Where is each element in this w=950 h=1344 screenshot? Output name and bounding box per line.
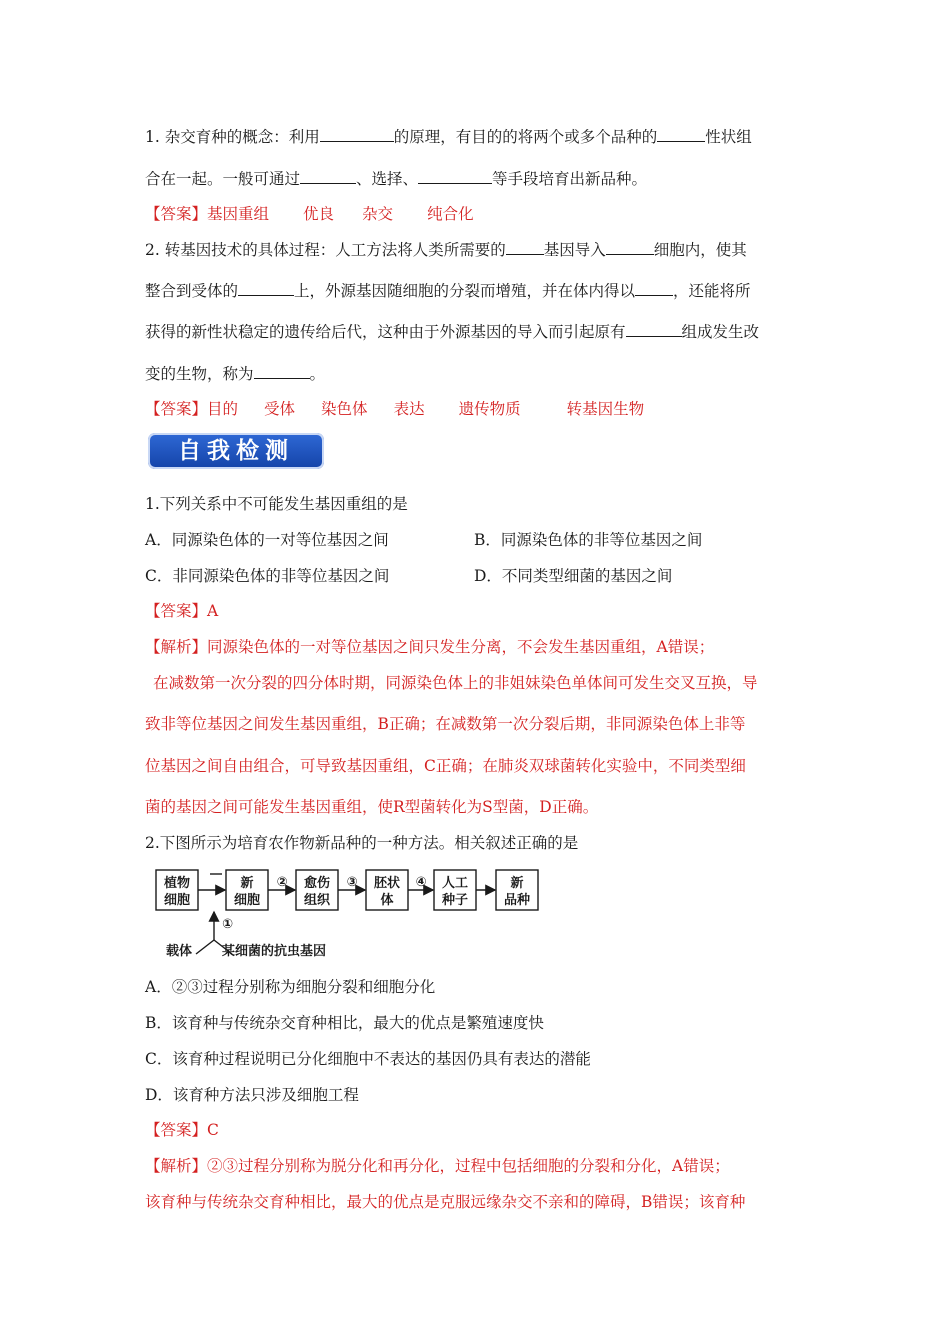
q1-line-2: [145, 169, 647, 189]
box-label: 人工: [441, 876, 469, 891]
fill-blank[interactable]: [300, 169, 356, 184]
vector-branch: [196, 940, 214, 954]
t1-analysis-line: 致非等位基因之间发生基因重组，B正确；在减数第一次分裂后期，非同源染色体上非等: [145, 715, 746, 733]
breeding-flow-diagram: [150, 864, 550, 960]
analysis-tag: 【解析】: [145, 638, 208, 656]
analysis-text: ②③过程分别称为脱分化和再分化，过程中包括细胞的分裂和分化，A错误；: [207, 1157, 730, 1175]
q2-text: 变的生物，称为: [145, 365, 254, 383]
t1-option-b: B．同源染色体的非等位基因之间: [474, 531, 703, 549]
box-label: 新: [510, 876, 524, 891]
step-label: ②: [276, 875, 288, 890]
box-label: 愈伤: [303, 876, 331, 891]
fill-blank[interactable]: [635, 281, 673, 296]
step-label: ④: [415, 875, 427, 890]
q2-text: 组成发生改: [681, 323, 760, 341]
t1-answer: [145, 601, 218, 621]
q2-text: 整合到受体的: [145, 282, 239, 300]
answer-item: 遗传物质: [458, 400, 521, 418]
t1-option-c: C．非同源染色体的非等位基因之间: [145, 567, 390, 585]
q1-text: 等手段培育出新品种。: [492, 170, 648, 188]
t2-question: 2.下图所示为培育农作物新品种的一种方法。相关叙述正确的是: [145, 834, 579, 852]
t1-option-a: A．同源染色体的一对等位基因之间: [145, 531, 389, 549]
q2-line-1: [145, 240, 747, 260]
q2-line-4: [145, 364, 325, 384]
fill-blank[interactable]: [418, 169, 492, 184]
answer-item: 优良: [303, 205, 335, 223]
t2-option-c: C．该育种过程说明已分化细胞中不表达的基因仍具有表达的潜能: [145, 1050, 591, 1068]
box-label: 体: [380, 893, 394, 908]
t2-option-d: D．该育种方法只涉及细胞工程: [145, 1086, 359, 1104]
q2-text: 。: [309, 365, 326, 383]
vector-label: 载体: [166, 944, 193, 959]
answer-item: 染色体: [321, 400, 368, 418]
q2-text: 获得的新性状稳定的遗传给后代，这种由于外源基因的导入而引起原有: [145, 323, 626, 341]
t2-analysis-line: [145, 1156, 730, 1176]
answer-item: 表达: [393, 400, 425, 418]
q2-line-2: [145, 281, 751, 301]
box-label: 种子: [441, 893, 469, 908]
q1-text: 1. 杂交育种的概念：利用: [145, 128, 320, 146]
t2-option-a: A．②③过程分别称为细胞分裂和细胞分化: [145, 978, 436, 996]
self-check-banner: 自我检测: [148, 433, 324, 469]
q2-text: ，还能将所: [673, 282, 751, 300]
answer-item: 纯合化: [427, 205, 474, 223]
box-label: 品种: [503, 893, 531, 908]
t1-analysis-line: 位基因之间自由组合，可导致基因重组，C正确；在肺炎双球菌转化实验中，不同类型细: [145, 757, 746, 775]
answer-item: 基因重组: [207, 205, 270, 223]
step-label: ①: [222, 917, 234, 932]
analysis-tag: 【解析】: [145, 1157, 208, 1175]
t2-analysis-line: 该育种与传统杂交育种相比，最大的优点是克服远缘杂交不亲和的障碍，B错误；该育种: [145, 1193, 746, 1211]
box-label: 胚状: [373, 876, 401, 891]
q1-text: 、选择、: [356, 170, 419, 188]
box-label: 细胞: [163, 893, 191, 908]
q1-text: 合在一起。一般可通过: [145, 170, 301, 188]
answer-item: 转基因生物: [566, 400, 645, 418]
t2-answer: [145, 1120, 219, 1140]
t1-analysis-line: [145, 637, 714, 657]
analysis-text: 同源染色体的一对等位基因之间只发生分离，不会发生基因重组，A错误；: [207, 638, 715, 656]
t1-analysis-line: 在减数第一次分裂的四分体时期，同源染色体上的非姐妹染色单体间可发生交叉互换，导: [153, 674, 758, 692]
q1-text: 的原理，有目的的将两个或多个品种的: [393, 128, 658, 146]
q2-answer: [145, 399, 644, 419]
q1-answer: [145, 204, 474, 224]
answer-value: A: [207, 602, 219, 620]
box-label: 细胞: [233, 893, 261, 908]
answer-tag: 【答案】: [145, 205, 208, 223]
fill-blank[interactable]: [626, 322, 682, 337]
q2-text: 上，外源基因随细胞的分裂而增殖，并在体内得以: [294, 282, 636, 300]
t1-option-d: D．不同类型细菌的基因之间: [474, 567, 673, 585]
t2-option-b: B．该育种与传统杂交育种相比，最大的优点是繁殖速度快: [145, 1014, 544, 1032]
answer-item: 杂交: [362, 205, 394, 223]
answer-tag: 【答案】: [145, 602, 208, 620]
q2-text: 基因导入: [543, 241, 606, 259]
fill-blank[interactable]: [657, 127, 705, 142]
answer-value: C: [207, 1121, 219, 1139]
box-label: 新: [240, 876, 254, 891]
gene-label: 某细菌的抗虫基因: [222, 944, 327, 959]
t1-analysis-line: 菌的基因之间可能发生基因重组，使R型菌转化为S型菌，D正确。: [145, 798, 599, 816]
fill-blank[interactable]: [254, 364, 310, 379]
box-label: 组织: [303, 893, 331, 908]
q2-line-3: [145, 322, 759, 342]
q1-line-1: [145, 127, 752, 147]
q1-text: 性状组: [705, 128, 752, 146]
fill-blank[interactable]: [238, 281, 294, 296]
step-label: ③: [346, 875, 358, 890]
fill-blank[interactable]: [320, 127, 394, 142]
answer-item: 受体: [264, 400, 296, 418]
answer-item: 目的: [207, 400, 239, 418]
t1-question: 1.下列关系中不可能发生基因重组的是: [145, 495, 408, 513]
fill-blank[interactable]: [506, 240, 544, 255]
fill-blank[interactable]: [606, 240, 654, 255]
q2-text: 细胞内，使其: [653, 241, 747, 259]
answer-tag: 【答案】: [145, 400, 208, 418]
answer-tag: 【答案】: [145, 1121, 208, 1139]
box-label: 植物: [163, 876, 191, 891]
q2-text: 2. 转基因技术的具体过程：人工方法将人类所需要的: [145, 241, 506, 259]
